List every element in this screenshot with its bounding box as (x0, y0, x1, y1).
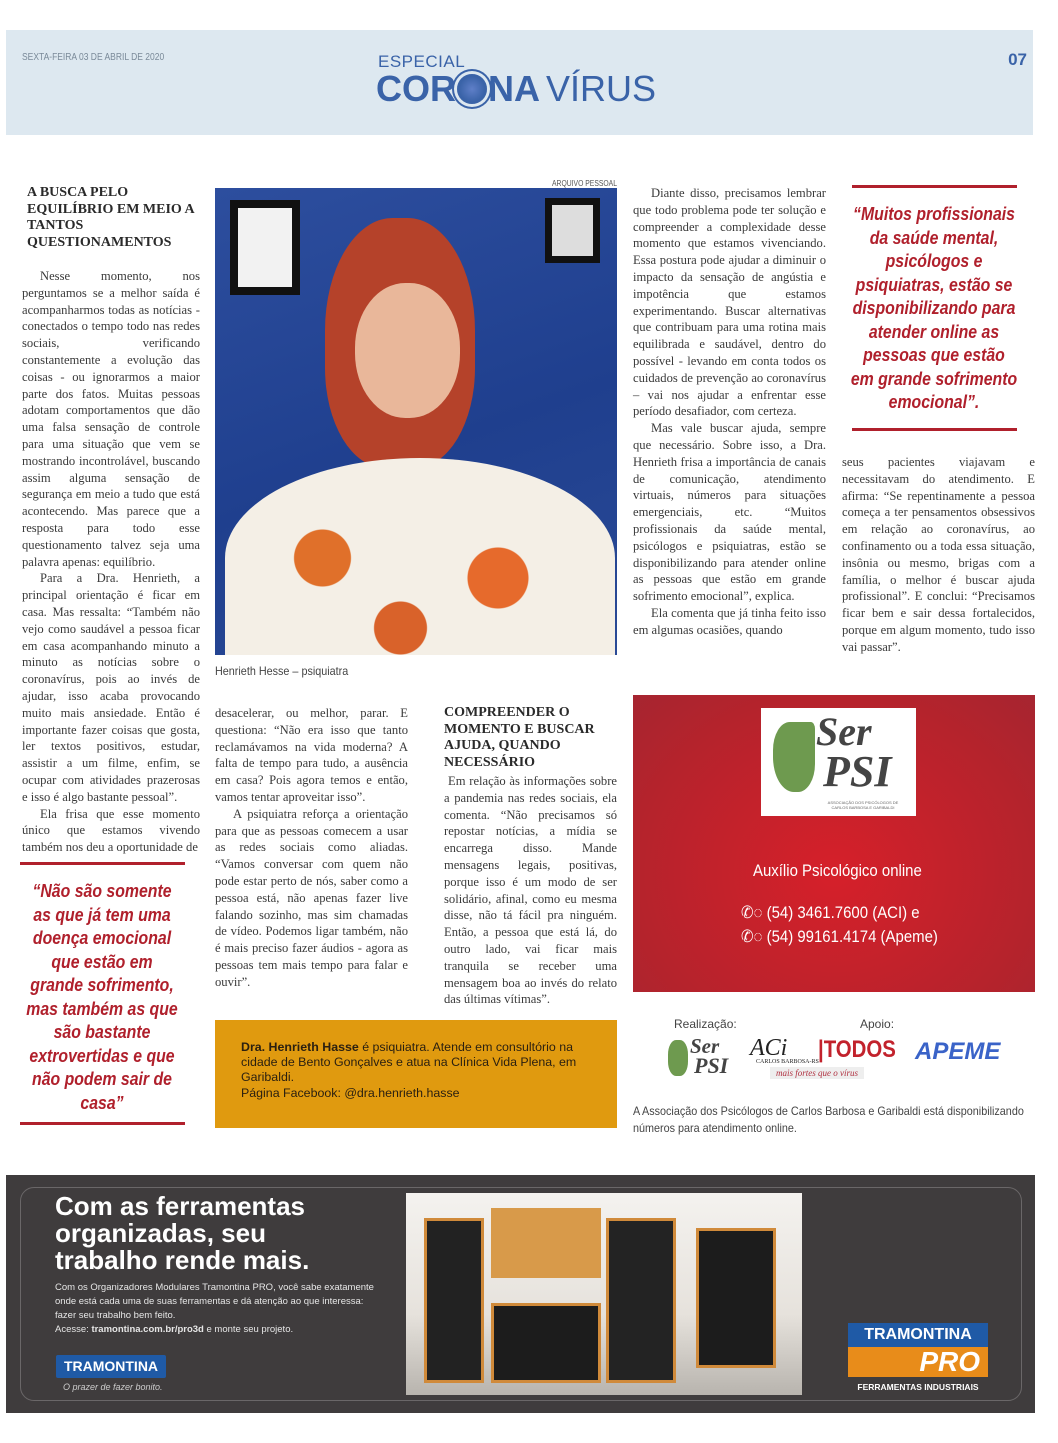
article-column-5 (842, 454, 1035, 656)
section-especial: ESPECIAL (378, 52, 466, 71)
phone-number[interactable]: (54) 3461.7600 (ACI) e (766, 903, 920, 922)
tool-cabinet (606, 1218, 676, 1383)
wall-frame (230, 200, 300, 295)
author-bio-box (215, 1020, 617, 1128)
psi-leaf-icon (773, 722, 815, 792)
phone-whatsapp-icon: ✆◌ (741, 903, 767, 922)
page-number: 07 (1008, 50, 1027, 69)
ad-body-text: Com os Organizadores Modulares Tramontina PRO, você sabe exatamente onde está cada uma de suas ferramentas e dá atenção ao que interessa: fazer seu trabalho bem feito. (55, 1282, 374, 1321)
wall-frame (545, 198, 600, 263)
ad-access-prefix: Acesse: (55, 1324, 92, 1335)
edition-date: SEXTA-FEIRA 03 DE ABRIL DE 2020 (22, 52, 165, 63)
ad-body (55, 1281, 385, 1337)
tramontina-pro-brand: TRAMONTINA (848, 1323, 988, 1347)
portrait-photo (215, 188, 617, 655)
pro-subtitle: FERRAMENTAS INDUSTRIAIS (857, 1382, 979, 1392)
bio-text: é psiquiatra. Atende em consultório na cidade de Bento Gonçalves e atua na Clínica Vida Plena, em Garibaldi. (241, 1040, 577, 1085)
section-virus: VÍRUS (546, 68, 657, 109)
realizacao-label: Realização: (674, 1017, 737, 1031)
phone-whatsapp-icon: ✆◌ (741, 927, 767, 946)
article-column-2 (215, 705, 408, 991)
todos-logo: |TODOS (818, 1036, 896, 1063)
quote-rule (20, 862, 185, 865)
article-column-3 (444, 705, 617, 1008)
article-column-4 (633, 185, 826, 639)
article-column-1 (22, 185, 200, 856)
logo-ser: Ser (816, 709, 872, 754)
pull-quote-right: “Muitos profissionais da saúde mental, psicólogos e psiquiatras, estão se disponibilizando para atender online as pessoas que estão em grande sofrimento emocional”. (850, 204, 1018, 412)
aci-subtitle: CARLOS BARBOSA-RS (756, 1059, 819, 1065)
quote-rule (852, 428, 1017, 431)
patterned-blouse (225, 458, 615, 655)
paragraph: Ela frisa que esse momento único que estamos vivendo também nos deu a oportunidade de (22, 806, 200, 855)
paragraph: Em relação às informações sobre a pandemia nas redes sociais, ela comenta. “Não precisamos só repostar notícias, a mídia se encarrega disso. Mande mensagens legais, positivas, porque isso é um modo de ser solidário, afinal, como eu mesma disse, não tá fácil pra ninguém. Então, a pessoa que está lá, do outro lado, vai ficar mais tranquila se receber uma mensagem boa ao invés do relato das últimas vítimas”. (444, 774, 617, 1007)
tool-cabinet (696, 1228, 776, 1368)
paragraph: Para a Dra. Henrieth, a principal orientação é ficar em casa. Mas ressalta: “Também não vejo como saudável a pessoa ficar em casa acompanhando minuto a minuto as notícias sobre o coronavírus, pois ao invés de ajudar, isso acaba provocando muito mais ansiedade. Então é importante fazer coisas que gosta, ler textos positivos, estudar, assistir a um filme, enfim, se ocupar com atividades prazerosas e isso é algo bastante pessoal”. (22, 571, 200, 804)
quote-rule (20, 1122, 185, 1125)
workbench (491, 1303, 601, 1383)
ad-url-link[interactable]: tramontina.com.br/pro3d (91, 1324, 204, 1335)
pull-quote-left: “Não são somente as que já tem uma doença emocional que estão em grande sofrimento, mas também as que são bastante extrovertidas e que não podem sair de casa” (26, 881, 178, 1113)
phone-number[interactable]: (54) 99161.4174 (Apeme) (766, 927, 938, 946)
section-logo (376, 68, 656, 110)
paragraph: Mas vale buscar ajuda, sempre que necessário. Sobre isso, a Dra. Henrieth frisa a importância de canais de comunicação, atendimento virtuais, números para situações emergenciais, etc. “Muitos profissionais da saúde mental, psicólogos e psiquiatras, estão se disponibilizando para atender online as pessoas que estão em grande sofrimento emocional”, explica. (633, 421, 826, 604)
logo-psi: PSI (823, 747, 892, 796)
ad-headline: Com as ferramentas organizadas, seu trabalho rende mais. (55, 1191, 310, 1275)
apoio-label: Apoio: (860, 1017, 895, 1031)
section-heading: COMPREENDER O MOMENTO E BUSCAR AJUDA, QUANDO NECESSÁRIO (444, 705, 595, 770)
tramontina-slogan: O prazer de fazer bonito. (63, 1382, 163, 1392)
tramontina-logo: TRAMONTINA (56, 1355, 166, 1378)
paragraph: seus pacientes viajavam e necessitavam do atendimento. E afirma: “Se repentinamente a pessoa começa a ter pensamentos obsessivos em relação ao coronavírus, ao confinamento ou a toda essa situação, insônia ou mesmo, brigas com a família, o melhor é buscar ajuda profissional”. E conclui: “Precisamos ficar bem e sair dessa fortalecidos, porque em algum momento, tudo isso vai passar”. (842, 455, 1035, 654)
photo-credit: ARQUIVO PESSOAL (552, 179, 617, 188)
bio-facebook[interactable]: Página Facebook: @dra.henrieth.hasse (241, 1085, 460, 1100)
virus-icon (457, 74, 487, 104)
tool-board (491, 1208, 601, 1278)
serpsi-ad (633, 695, 1035, 992)
workshop-photo (406, 1193, 802, 1395)
apeme-logo: APEME (915, 1038, 1001, 1065)
paragraph: A psiquiatra reforça a orientação para que as pessoas comecem a usar as redes sociais como aliadas. “Vamos conversar com quem não pode estar perto de nós, saber como a pessoa está, não apenas fazer live falando sozinho, mas sim chamadas de vídeo. Podemos ligar também, não é mais preciso fazer áudios - agora as pessoas tem mais tempo para falar e ouvir”. (215, 806, 408, 989)
logo-psi: PSI (694, 1053, 729, 1078)
paragraph: Ela comenta que já tinha feito isso em algumas ocasiões, quando (633, 605, 826, 637)
logo-ser: Ser (690, 1034, 720, 1058)
page-header (6, 30, 1033, 135)
face (355, 283, 460, 418)
ad-title: Auxílio Psicológico online (753, 861, 922, 880)
ad-caption: A Associação dos Psicólogos de Carlos Barbosa e Garibaldi está disponibilizando números para atendimento online. (633, 1104, 1024, 1135)
serpsi-logo (761, 708, 916, 816)
paragraph: desacelerar, ou melhor, parar. E questiona: “Não era isso que tanto reclamávamos na vida moderna? A falta de tempo para tudo, a ausência em casa? Pois agora temos e então, vamos tentar aproveitar isso”. (215, 706, 408, 804)
paragraph: Nesse momento, nos perguntamos se a melhor saída é acompanharmos todas as notícias - conectados o tempo todo nas redes sociais, verificando constantemente a evolução das coisas - ou ignorarmos a maior parte dos fatos. Muitas pessoas adotam comportamentos que dão uma falsa sensação de controle para uma situação que vem se mostrando incontrolável, buscando assim alguma sensação de segurança em meio a tudo que está acontecendo. Mas parece que a resposta para todo esse questionamento talvez seja uma palavra apenas: equilíbrio. (22, 269, 200, 569)
tramontina-pro-logo: PRO (848, 1347, 988, 1377)
quote-rule (852, 185, 1017, 188)
section-corona-b: NA (488, 68, 540, 109)
ad-access-suffix: e monte seu projeto. (203, 1324, 294, 1335)
logo-subtitle: ASSOCIAÇÃO DOS PSICÓLOGOS DE CARLOS BARBOSA E GARIBALDI (827, 800, 899, 810)
ad-phone-2 (741, 927, 938, 947)
bio-name: Dra. Henrieth Hasse (241, 1040, 359, 1054)
ad-phone-1 (741, 903, 920, 923)
section-corona-a: COR (376, 68, 456, 109)
tramontina-ad (6, 1175, 1035, 1413)
psi-leaf-icon (668, 1040, 688, 1076)
paragraph: Diante disso, precisamos lembrar que todo problema pode ter solução e compreender a complexidade desse momento que estamos vivenciando. Essa postura pode ajudar a diminuir o impacto da sensação de angústia e impotência que estamos experimentando. Buscar alternativas que contribuam para uma rotina mais equilibrada e saudável, dentro do possível - levando em conta todos os cuidados de prevenção ao coronavírus – vai nos ajudar a enfrentar esse período desafiador, com certeza. (633, 186, 826, 419)
section-heading: A BUSCA PELO EQUILÍBRIO EM MEIO A TANTOS QUESTIONAMENTOS (27, 185, 194, 250)
photo-caption: Henrieth Hesse – psiquiatra (215, 664, 349, 678)
aci-logo: ACi (750, 1035, 788, 1061)
todos-slogan: mais fortes que o vírus (770, 1067, 864, 1079)
serpsi-small-logo (668, 1036, 738, 1081)
tool-cabinet (424, 1218, 484, 1383)
